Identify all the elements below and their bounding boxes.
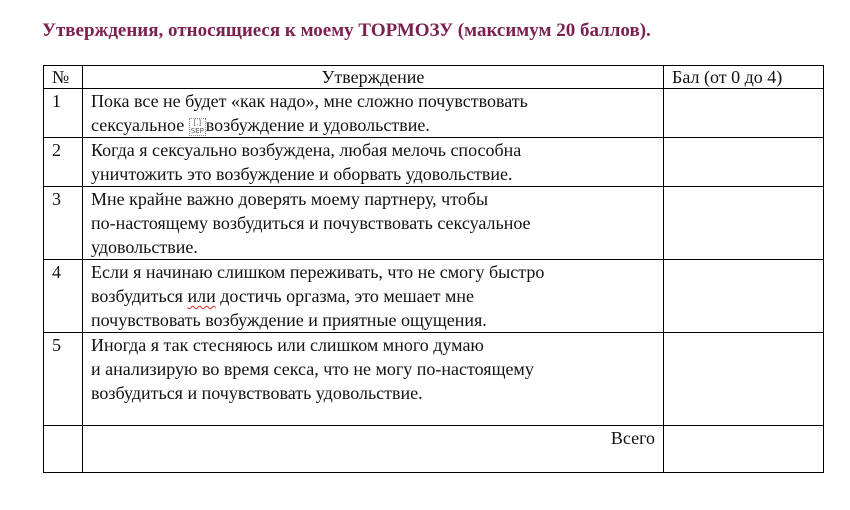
statement-line: почувствовать возбуждение и приятные ощущения.	[91, 310, 487, 330]
total-label: Всего	[83, 426, 664, 473]
spellcheck-underlined-word: или	[187, 286, 216, 306]
score-cell[interactable]	[664, 89, 824, 138]
table-row	[44, 333, 824, 426]
row-number: 5	[44, 333, 83, 426]
statement-line: Мне крайне важно доверять моему партнеру, чтобы	[91, 189, 489, 209]
statement-line: удовольствие.	[91, 237, 198, 257]
statement-text	[83, 89, 664, 138]
statement-text	[83, 187, 664, 260]
statement-line	[91, 284, 655, 308]
row-number: 4	[44, 260, 83, 333]
statement-fragment: возбудиться	[91, 286, 188, 306]
total-row	[44, 426, 824, 473]
table-row	[44, 260, 824, 333]
statement-fragment: возбуждение и удовольствие.	[205, 115, 430, 135]
table-row	[44, 138, 824, 187]
table-row	[44, 187, 824, 260]
statement-line: Когда я сексуально возбуждена, любая мелочь способна	[91, 140, 522, 160]
table-header-row	[44, 66, 824, 89]
statement-line: уничтожить это возбуждение и оборвать удовольствие.	[91, 164, 513, 184]
statement-text	[83, 260, 664, 333]
header-number: №	[44, 66, 83, 89]
row-number: 1	[44, 89, 83, 138]
score-cell[interactable]	[664, 138, 824, 187]
separator-mark-icon: [.] SEP	[190, 118, 204, 135]
header-statement: Утверждение	[83, 66, 664, 89]
total-score-cell[interactable]	[664, 426, 824, 473]
header-score: Бал (от 0 до 4)	[664, 66, 824, 89]
statement-fragment: достичь оргазма, это мешает мне	[215, 286, 475, 306]
statement-line: по-настоящему возбудиться и почувствовать сексуальное	[91, 213, 531, 233]
statement-line	[91, 113, 655, 137]
score-cell[interactable]	[664, 187, 824, 260]
score-cell[interactable]	[664, 260, 824, 333]
statement-fragment: сексуальное	[91, 115, 189, 135]
statement-line: возбудиться и почувствовать удовольствие.	[91, 383, 423, 403]
statement-line: и анализирую во время секса, что не могу по-настоящему	[91, 359, 534, 379]
row-number: 3	[44, 187, 83, 260]
page-heading: Утверждения, относящиеся к моему ТОРМОЗУ (максимум 20 баллов).	[42, 20, 651, 41]
statement-line: Если я начинаю слишком переживать, что не смогу быстро	[91, 262, 545, 282]
score-cell[interactable]	[664, 333, 824, 426]
statement-text	[83, 333, 664, 426]
statement-text	[83, 138, 664, 187]
statement-line: Пока все не будет «как надо», мне сложно почувствовать	[91, 91, 528, 111]
statements-table	[43, 65, 824, 473]
total-number-cell	[44, 426, 83, 473]
table-row	[44, 89, 824, 138]
row-number: 2	[44, 138, 83, 187]
statement-line: Иногда я так стесняюсь или слишком много думаю	[91, 335, 484, 355]
